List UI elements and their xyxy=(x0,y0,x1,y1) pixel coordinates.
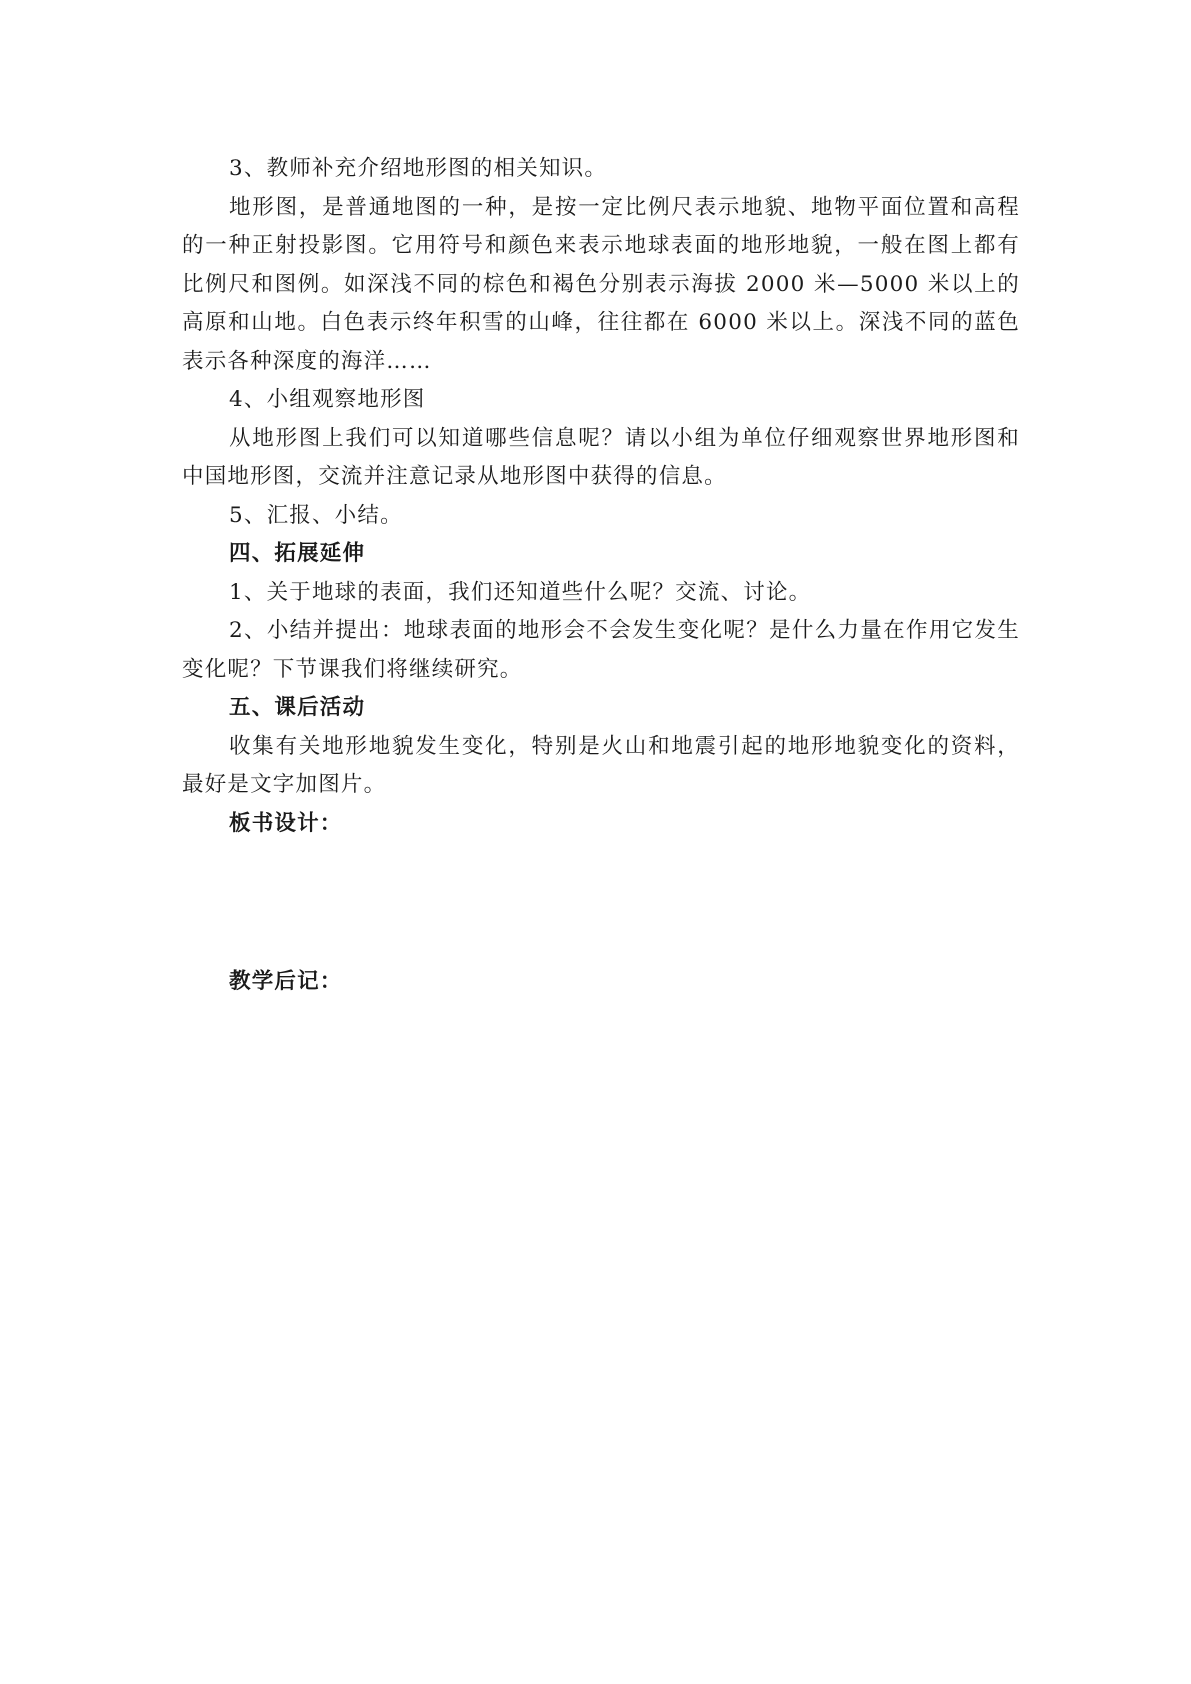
section-heading-extension: 四、拓展延伸 xyxy=(229,541,366,566)
board-design-blank-area xyxy=(182,843,1020,963)
group-observation-text: 从地形图上我们可以知道哪些信息呢？请以小组为单位仔细观察世界地形图和中国地形图，交流并注意记录从地形图中获得的信息。 xyxy=(182,425,1020,489)
topographic-map-description: 地形图，是普通地图的一种，是按一定比例尺表示地貌、地物平面位置和高程的一种正射投影图。它用符号和颜色来表示地球表面的地形地貌，一般在图上都有比例尺和图例。如深浅不同的棕色和褐色分别表示海拔 2000 米—5000 米以上的高原和山地。白色表示终年积雪的山峰，往往都在 6000 米以上。深浅不同的蓝色表示各种深度的海洋…… xyxy=(182,194,1020,374)
document-page xyxy=(182,150,1020,1002)
section-heading-after-class: 五、课后活动 xyxy=(229,695,366,720)
teaching-notes-heading: 教学后记： xyxy=(229,969,343,994)
step-5-text: 5、汇报、小结。 xyxy=(229,502,403,528)
board-design-heading: 板书设计： xyxy=(229,810,343,836)
extension-item-1: 1、关于地球的表面，我们还知道些什么呢？交流、讨论。 xyxy=(229,579,812,605)
after-class-activity-text: 收集有关地形地貌发生变化，特别是火山和地震引起的地形地貌变化的资料，最好是文字加图片。 xyxy=(182,733,1020,797)
step-4-text: 4、小组观察地形图 xyxy=(229,387,426,412)
step-3-text: 3、教师补充介绍地形图的相关知识。 xyxy=(229,156,608,181)
extension-item-2: 2、小结并提出：地球表面的地形会不会发生变化呢？是什么力量在作用它发生变化呢？下节课我们将继续研究。 xyxy=(182,618,1020,682)
